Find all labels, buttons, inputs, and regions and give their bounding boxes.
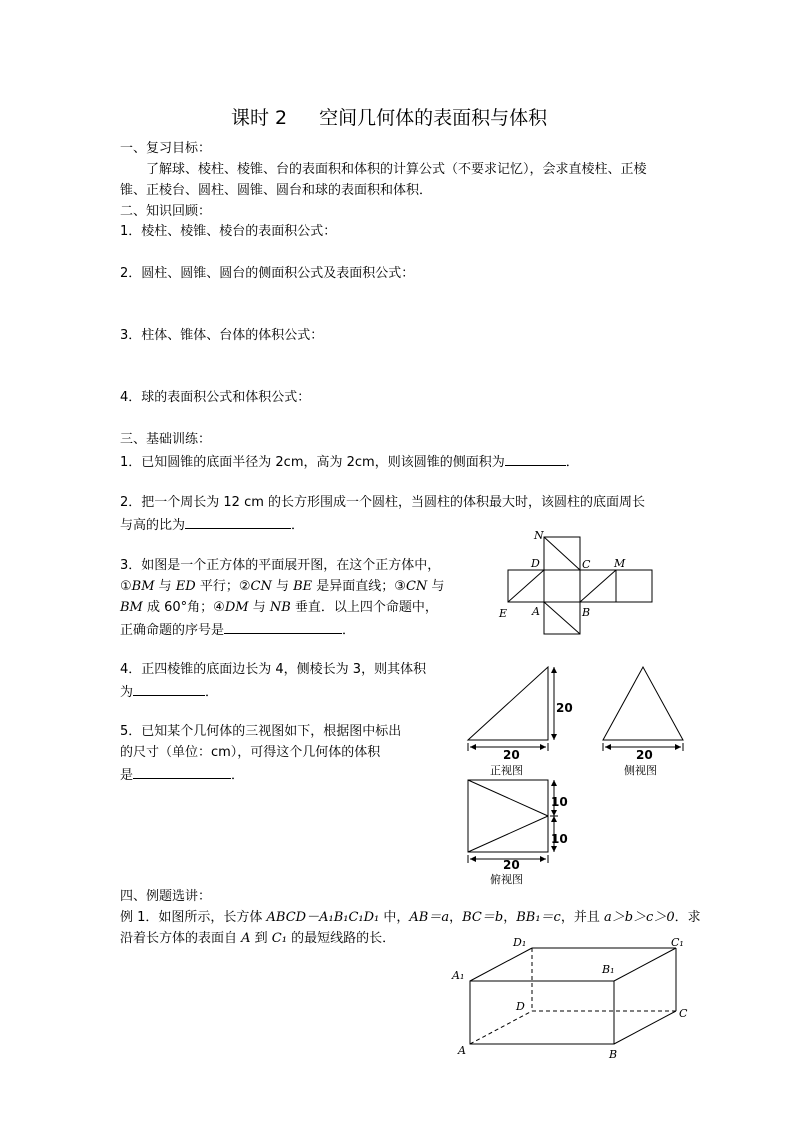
label-d: D bbox=[516, 1000, 525, 1013]
label-d1: D₁ bbox=[513, 936, 527, 949]
label-a: A bbox=[532, 605, 540, 618]
label-n: N bbox=[534, 529, 544, 542]
label-b1: B₁ bbox=[602, 963, 615, 976]
knowledge-item-4: 4．球的表面积公式和体积公式： bbox=[120, 390, 311, 405]
dim-top-height-2: 10 bbox=[551, 832, 568, 846]
answer-blank[interactable] bbox=[133, 764, 231, 779]
review-goals-line-1: 了解球、棱柱、棱锥、台的表面积和体积的计算公式（不要求记忆），会求直棱柱、正棱 bbox=[146, 162, 647, 177]
question-4-line-2: 为 ． bbox=[120, 681, 218, 703]
question-3-line-3: BM 成 60°角；④DM 与 NB 垂直．以上四个命题中， bbox=[120, 600, 438, 615]
dim-top-height-1: 10 bbox=[551, 795, 568, 809]
diagonal-bottom bbox=[544, 602, 580, 634]
question-3-line-4: 正确命题的序号是 ． bbox=[120, 619, 355, 641]
caption-side-view: 侧视图 bbox=[624, 764, 657, 777]
section-examples-heading: 四、例题选讲： bbox=[120, 889, 212, 904]
answer-blank[interactable] bbox=[133, 681, 205, 696]
net-face-center bbox=[544, 570, 580, 602]
cuboid-figure bbox=[448, 934, 698, 1064]
label-c: C bbox=[582, 558, 591, 571]
section-basic-training-heading: 三、基础训练： bbox=[120, 432, 212, 447]
label-b: B bbox=[609, 1048, 618, 1061]
section-review-goals-heading: 一、复习目标： bbox=[120, 141, 212, 156]
label-d: D bbox=[531, 557, 540, 570]
knowledge-item-2: 2．圆柱、圆锥、圆台的侧面积公式及表面积公式： bbox=[120, 266, 415, 281]
front-face bbox=[470, 981, 614, 1044]
answer-blank[interactable] bbox=[185, 514, 291, 529]
question-5-line-3: 是 ． bbox=[120, 764, 244, 786]
lesson-number: 课时 2 bbox=[231, 107, 288, 129]
label-a: A bbox=[458, 1044, 466, 1057]
hidden-edges bbox=[470, 948, 676, 1044]
example-1-line-2: 沿着长方体的表面自 A 到 C₁ 的最短线路的长． bbox=[120, 931, 396, 946]
question-3-line-2: ①BM 与 ED 平行；②CN 与 BE 是异面直线；③CN 与 bbox=[120, 579, 445, 594]
example-1-line-1: 例 1．如图所示，长方体 ABCD－A₁B₁C₁D₁ 中，AB＝a，BC＝b，BB₁＝c，并且 a＞b＞c＞0．求 bbox=[120, 910, 701, 925]
net-face-far-right bbox=[616, 570, 652, 602]
front-view-triangle bbox=[468, 667, 548, 740]
diagonal-nc bbox=[544, 537, 580, 570]
top-view-rect bbox=[468, 780, 548, 852]
diagonal-bm bbox=[580, 570, 616, 602]
label-c1: C₁ bbox=[671, 936, 684, 949]
section-knowledge-heading: 二、知识回顾： bbox=[120, 204, 212, 219]
cube-net-figure bbox=[496, 527, 666, 639]
question-5-line-1: 5．已知某个几何体的三视图如下，根据图中标出 bbox=[120, 724, 402, 739]
answer-blank[interactable] bbox=[505, 451, 566, 466]
diagonal-ed bbox=[508, 570, 544, 602]
three-views-figure bbox=[460, 660, 700, 890]
label-e: E bbox=[499, 607, 508, 620]
caption-front-view: 正视图 bbox=[490, 764, 523, 777]
caption-top-view: 俯视图 bbox=[490, 873, 523, 886]
label-b: B bbox=[582, 606, 591, 619]
label-m: M bbox=[614, 557, 626, 570]
question-5-line-2: 的尺寸（单位：cm），可得这个几何体的体积 bbox=[120, 745, 381, 760]
label-a1: A₁ bbox=[452, 969, 465, 982]
lesson-topic: 空间几何体的表面积与体积 bbox=[319, 107, 548, 129]
dim-side-width: 20 bbox=[636, 748, 653, 762]
question-3-line-1: 3．如图是一个正方体的平面展开图，在这个正方体中， bbox=[120, 558, 441, 573]
knowledge-item-1: 1．棱柱、棱锥、棱台的表面积公式： bbox=[120, 224, 337, 239]
label-c: C bbox=[679, 1007, 688, 1020]
question-2-line-2: 与高的比为 ． bbox=[120, 514, 304, 536]
question-2-line-1: 2．把一个周长为 12 cm 的长方形围成一个圆柱，当圆柱的体积最大时，该圆柱的底面周长 bbox=[120, 495, 646, 510]
side-view-triangle bbox=[603, 667, 683, 740]
question-4-line-1: 4．正四棱锥的底面边长为 4，侧棱长为 3，则其体积 bbox=[120, 662, 427, 677]
question-1: 1．已知圆锥的底面半径为 2cm，高为 2cm，则该圆锥的侧面积为 ． bbox=[120, 451, 579, 473]
page-title bbox=[231, 106, 547, 130]
dim-front-width: 20 bbox=[503, 748, 520, 762]
review-goals-line-2: 锥、正棱台、圆柱、圆锥、圆台和球的表面积和体积． bbox=[120, 183, 433, 198]
knowledge-item-3: 3．柱体、锥体、台体的体积公式： bbox=[120, 328, 324, 343]
answer-blank[interactable] bbox=[224, 619, 342, 634]
dim-top-width: 20 bbox=[503, 858, 520, 872]
dim-front-height: 20 bbox=[556, 701, 573, 715]
